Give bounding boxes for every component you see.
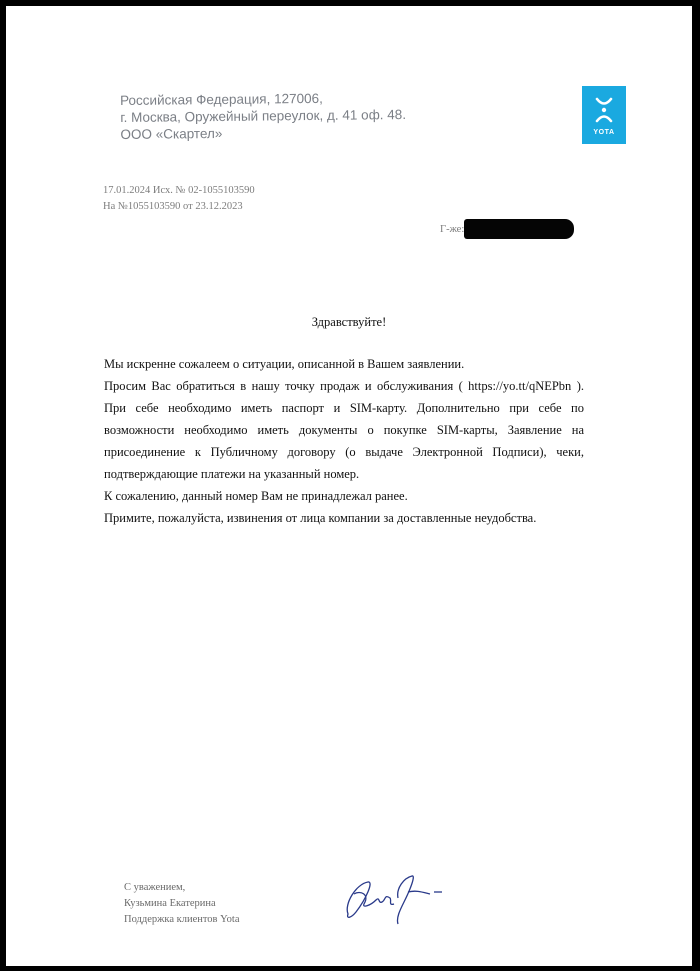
letter-references — [103, 183, 255, 215]
body-paragraph: Просим Вас обратиться в нашу точку продаж и обслуживания ( https://yo.tt/qNEPbn ). При себе необходимо иметь паспорт и SIM-карту. Дополнительно при себе по возможности необходимо иметь документы о покупке SIM-карты, Заявление на присоединение к Публичному договору (о выдаче Электронной Подписи), чеки, подтверждающие платежи на указанный номер. — [104, 379, 584, 481]
body-paragraph: Мы искренне сожалеем о ситуации, описанной в Вашем заявлении. — [104, 357, 465, 371]
letter-page — [6, 6, 692, 966]
signoff-position: Поддержка клиентов Yota — [124, 914, 240, 925]
letter-body — [104, 353, 584, 529]
signoff — [124, 880, 240, 928]
signoff-closing: С уважением, — [124, 882, 186, 893]
address-line: ООО «Скартел» — [120, 125, 223, 142]
signature — [326, 854, 446, 934]
outgoing-ref: 17.01.2024 Исх. № 02-1055103590 — [103, 185, 255, 196]
logo-wordmark: YOTA — [593, 129, 615, 136]
incoming-ref: На №1055103590 от 23.12.2023 — [103, 201, 243, 212]
address-line: Российская Федерация, 127006, — [120, 90, 323, 108]
yota-logo-icon — [592, 96, 616, 124]
redacted-name — [464, 219, 574, 239]
recipient — [440, 219, 574, 239]
body-paragraph: Примите, пожалуйста, извинения от лица компании за доставленные неудобства. — [104, 511, 537, 525]
greeting: Здравствуйте! — [311, 315, 387, 329]
company-address — [120, 89, 451, 143]
body-paragraph: К сожалению, данный номер Вам не принадлежал ранее. — [104, 489, 408, 503]
signoff-name: Кузьмина Екатерина — [124, 898, 216, 909]
yota-logo — [582, 86, 626, 144]
recipient-prefix: Г-же: — [440, 223, 465, 235]
address-line: г. Москва, Оружейный переулок, д. 41 оф. 48. — [120, 107, 407, 125]
